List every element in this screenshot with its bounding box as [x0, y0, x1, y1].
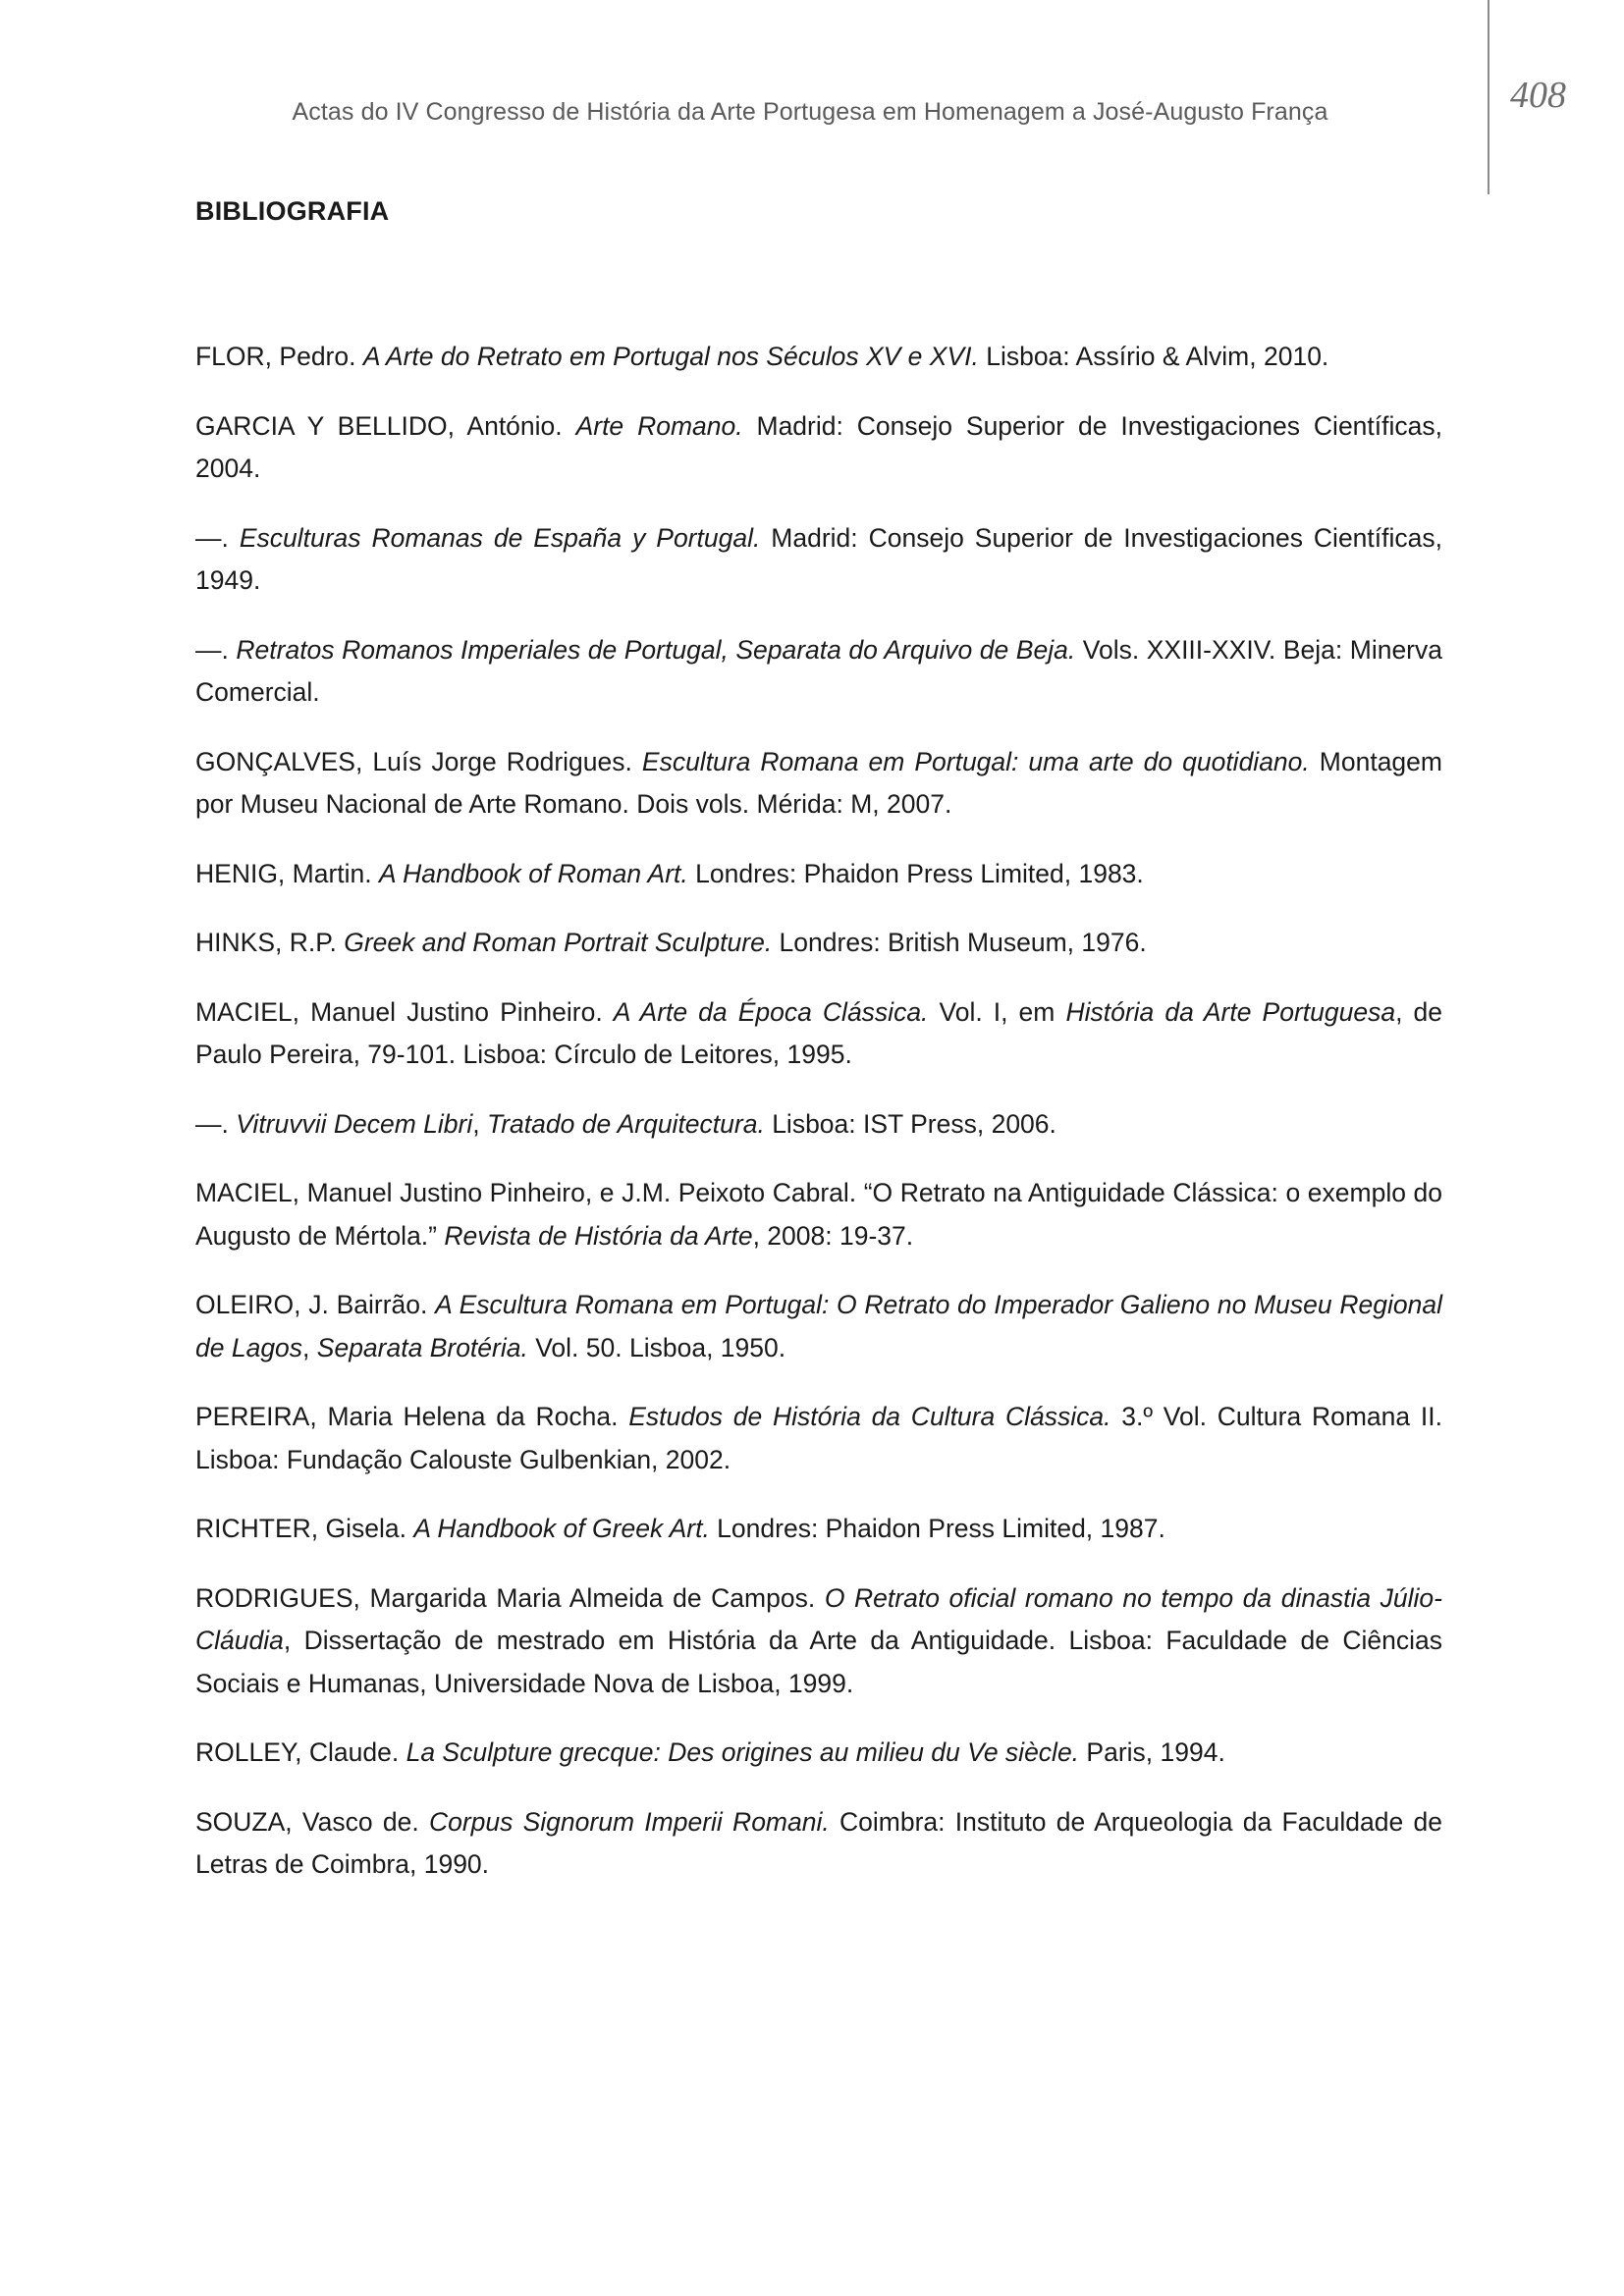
entry-text: MACIEL, Manuel Justino Pinheiro, e J.M. Peixoto Cabral. “O Retrato na Antiguidade Clássica: o exemplo do Augusto de Mértola.”	[195, 1178, 1442, 1251]
entry-text: Lisboa: IST Press, 2006.	[764, 1108, 1056, 1139]
entry-work-title: A Escultura Romana em Portugal: O Retrato do Imperador Galieno no Museu Regional de Lagos	[195, 1290, 1442, 1362]
entry-work-title: Escultura Romana em Portugal: uma arte do quotidiano.	[641, 746, 1310, 776]
bibliography-entry	[195, 1508, 1442, 1551]
entry-text: Vol. I, em	[928, 996, 1066, 1027]
entry-work-title: Greek and Roman Portrait Sculpture.	[344, 928, 773, 957]
entry-text: FLOR, Pedro.	[195, 342, 363, 371]
entry-text: ,	[472, 1108, 487, 1139]
entry-text: Madrid: Consejo Superior de Investigaciones Científicas, 2004.	[195, 410, 1442, 483]
entry-text: Paris, 1994.	[1079, 1737, 1225, 1767]
bibliography-entry	[195, 1577, 1442, 1706]
entry-text: 3.º Vol. Cultura Romana II. Lisboa: Fundação Calouste Gulbenkian, 2002.	[195, 1402, 1442, 1474]
bibliography-entry	[195, 1801, 1442, 1887]
entry-work-title: História da Arte Portuguesa	[1065, 996, 1396, 1027]
entry-work-title: Vitruvvii Decem Libri	[236, 1108, 473, 1139]
entry-text: —.	[195, 1108, 237, 1139]
entry-text: Vols. XXIII-XXIV. Beja: Minerva Comercial.	[195, 634, 1442, 707]
entry-work-title: Arte Romano.	[575, 410, 743, 441]
entry-text: PEREIRA, Maria Helena da Rocha.	[195, 1402, 629, 1431]
entry-text: Montagem por Museu Nacional de Arte Romano. Dois vols. Mérida: M, 2007.	[195, 746, 1442, 819]
entry-work-title: A Handbook of Roman Art.	[379, 858, 688, 888]
bibliography-list	[195, 336, 1442, 1913]
entry-text: ROLLEY, Claude.	[195, 1737, 406, 1767]
entry-work-title: A Arte do Retrato em Portugal nos Séculos XV e XVI.	[362, 342, 979, 371]
entry-text: , de Paulo Pereira, 79-101. Lisboa: Círculo de Leitores, 1995.	[195, 996, 1442, 1069]
entry-text: RICHTER, Gisela.	[195, 1514, 414, 1543]
entry-work-title: Retratos Romanos Imperiales de Portugal, Separata do Arquivo de Beja.	[236, 634, 1076, 665]
entry-text: ,	[302, 1332, 317, 1362]
entry-work-title: O Retrato oficial romano no tempo da dinastia Júlio-Cláudia	[195, 1582, 1442, 1655]
page-number: 408	[1510, 75, 1566, 116]
entry-work-title: Tratado de Arquitectura.	[487, 1108, 765, 1139]
entry-work-title: Separata Brotéria.	[316, 1332, 528, 1362]
entry-text: Londres: Phaidon Press Limited, 1987.	[709, 1514, 1165, 1543]
entry-work-title: A Handbook of Greek Art.	[413, 1514, 710, 1543]
entry-work-title: Revista de História da Arte	[444, 1220, 753, 1251]
bibliography-entry	[195, 922, 1442, 965]
entry-text: Lisboa: Assírio & Alvim, 2010.	[978, 342, 1329, 371]
entry-text: MACIEL, Manuel Justino Pinheiro.	[195, 996, 614, 1027]
bibliography-entry	[195, 741, 1442, 827]
header-divider	[1488, 0, 1489, 194]
running-header: Actas do IV Congresso de História da Arte Portugesa em Homenagem a José-Augusto França	[292, 98, 1328, 126]
bibliography-entry	[195, 1103, 1442, 1147]
bibliography-entry	[195, 336, 1442, 379]
entry-text: GARCIA Y BELLIDO, António.	[195, 410, 576, 441]
bibliography-entry	[195, 1284, 1442, 1369]
bibliography-entry	[195, 1396, 1442, 1481]
entry-text: Londres: Phaidon Press Limited, 1983.	[687, 858, 1144, 888]
entry-work-title: Esculturas Romanas de España y Portugal.	[239, 522, 761, 553]
entry-text: RODRIGUES, Margarida Maria Almeida de Campos.	[195, 1582, 825, 1613]
bibliography-entry	[195, 629, 1442, 715]
entry-text: —.	[195, 522, 240, 553]
entry-text: HENIG, Martin.	[195, 858, 380, 888]
entry-text: Vol. 50. Lisboa, 1950.	[527, 1332, 786, 1362]
entry-text: , Dissertação de mestrado em História da Arte da Antiguidade. Lisboa: Faculdade de Ciências Sociais e Humanas, Universidade Nova de Lisboa, 1999.	[195, 1626, 1442, 1698]
entry-text: OLEIRO, J. Bairrão.	[195, 1290, 436, 1319]
entry-text: GONÇALVES, Luís Jorge Rodrigues.	[195, 746, 642, 776]
bibliography-entry	[195, 1732, 1442, 1775]
bibliography-entry	[195, 517, 1442, 603]
entry-text: Madrid: Consejo Superior de Investigaciones Científicas, 1949.	[195, 522, 1442, 595]
bibliography-entry	[195, 1172, 1442, 1257]
entry-text: —.	[195, 634, 237, 665]
entry-text: HINKS, R.P.	[195, 928, 345, 957]
entry-text: Coimbra: Instituto de Arqueologia da Faculdade de Letras de Coimbra, 1990.	[195, 1806, 1442, 1879]
entry-work-title: Estudos de História da Cultura Clássica.	[628, 1402, 1111, 1431]
entry-text: Londres: British Museum, 1976.	[772, 928, 1147, 957]
entry-work-title: Corpus Signorum Imperii Romani.	[428, 1806, 830, 1837]
entry-text: , 2008: 19-37.	[752, 1220, 914, 1251]
section-title: BIBLIOGRAFIA	[195, 196, 390, 226]
entry-text: SOUZA, Vasco de.	[195, 1806, 429, 1837]
entry-work-title: A Arte da Época Clássica.	[613, 996, 929, 1027]
bibliography-entry	[195, 991, 1442, 1077]
entry-work-title: La Sculpture grecque: Des origines au milieu du Ve siècle.	[406, 1737, 1080, 1767]
bibliography-entry	[195, 853, 1442, 896]
bibliography-entry	[195, 405, 1442, 491]
